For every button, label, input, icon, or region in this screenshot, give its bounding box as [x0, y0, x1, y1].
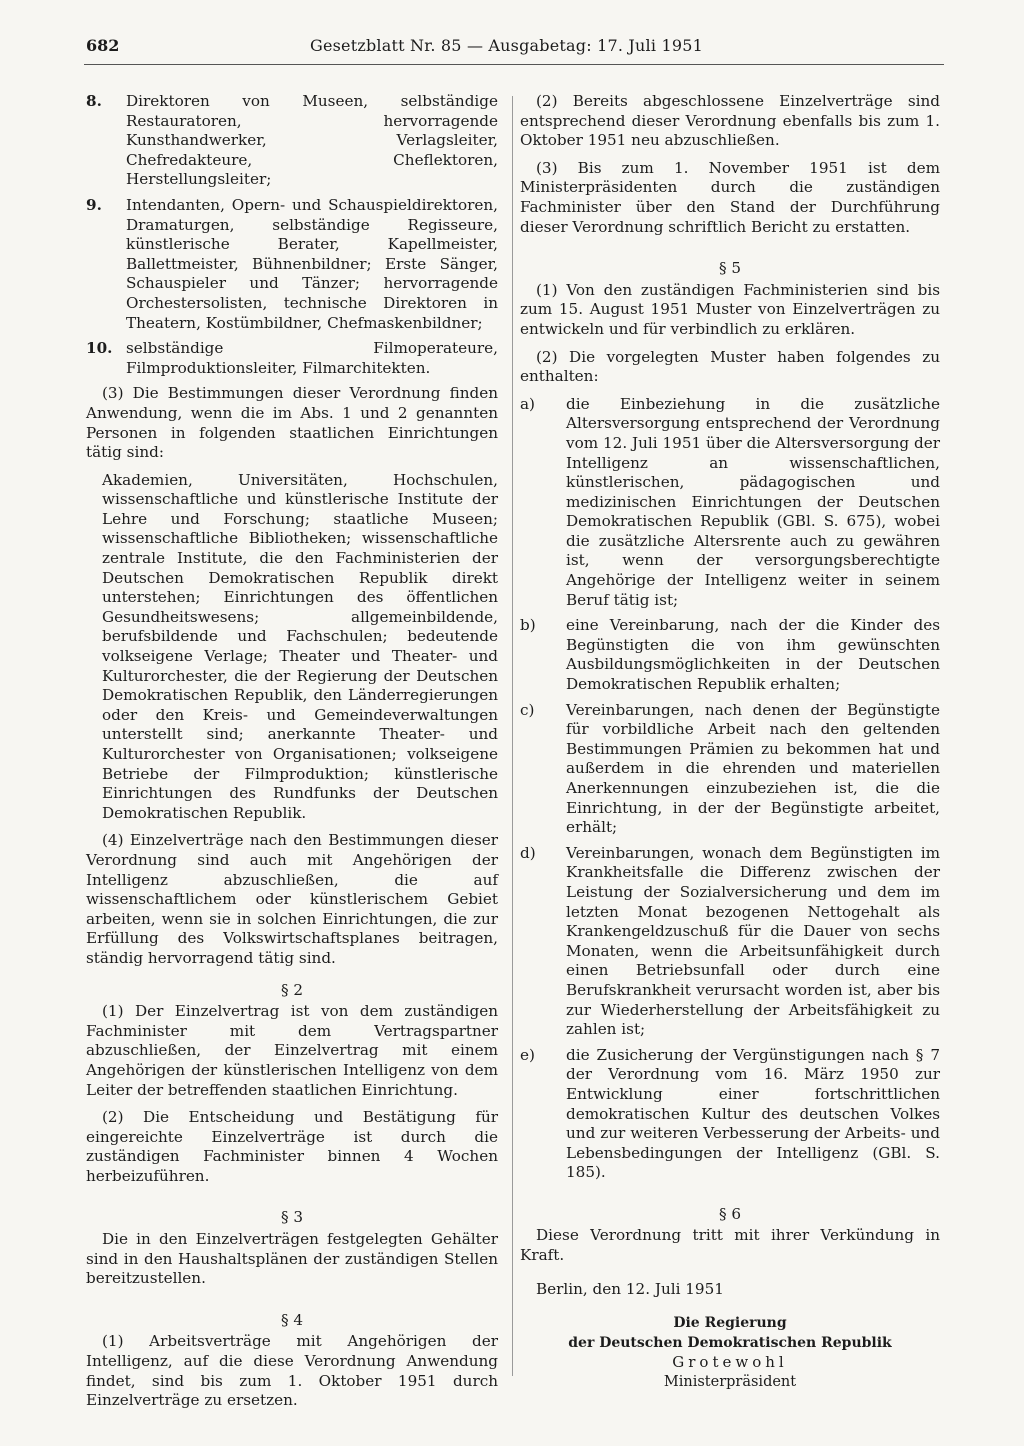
item-text: die Einbeziehung in die zusätzliche Altersversorgung entsprechend der Verordnung vom 12. Juli 1951 über die Altersversorgung der Intelligenz an wissenschaftlichen, künstlerischen, pädagogischen und medizinischen Einrichtungen der Deutschen Demokratischen Republik (GBl. S. 675), wobei die zusätzliche Altersrente auch zu gewähren ist, wenn der versorgungsberechtigte Angehörige der Intelligenz weiter in seinem Beruf tätig ist;	[566, 394, 940, 609]
item-number: 8.	[86, 92, 102, 110]
item-letter: e)	[520, 1045, 535, 1064]
signature-government-line-2: der Deutschen Demokratischen Republik	[568, 1335, 892, 1352]
item-text: die Zusicherung der Vergünstigungen nach § 7 der Verordnung vom 16. März 1950 zur Entwicklung einer fortschrittlichen demokratischen Kultur des deutschen Volkes und zur weiteren Verbesserung der Arbeits- und Lebensbedingungen der Intelligenz (GBl. S. 185).	[566, 1045, 940, 1182]
item-text: Vereinbarungen, nach denen der Begünstigte für vorbildliche Arbeit nach den geltenden Bestimmungen Prämien zu bekommen hat und außerdem in die ehrenden und materiellen Anerkennungen einzubeziehen ist, die die Einrichtung, in der der Begünstigte arbeitet, erhält;	[566, 700, 940, 837]
item-letter: a)	[520, 394, 535, 413]
paragraph-3: (3) Die Bestimmungen dieser Verordnung finden Anwendung, wenn die im Abs. 1 und 2 genannten Personen in folgenden staatlichen Einrichtungen tätig sind:	[86, 384, 498, 462]
signature-government-line-1: Die Regierung	[673, 1315, 787, 1332]
institutions-list: Akademien, Universitäten, Hochschulen, wissenschaftliche und künstlerische Institute der Lehre und Forschung; staatliche Museen; wissenschaftliche Bibliotheken; wissenschaftliche zentrale Institute, die den Fachministerien der Deutschen Demokratischen Republik direkt unterstehen; Einrichtungen des öffentlichen Gesundheitswesens; allgemeinbildende, berufsbildende und Fachschulen; bedeutende volkseigene Verlage; Theater und Theater- und Kulturorchester, die der Regierung der Deutschen Demokratischen Republik, den Länderregierungen oder den Kreis- und Gemeindeverwaltungen unterstellt sind; anerkannte Theater- und Kulturorchester von Organisationen; volkseigene Betriebe der Filmproduktion; künstlerische Einrichtungen des Rundfunks der Deutschen Demokratischen Republik.	[102, 470, 498, 822]
signatory-name: Grotewohl	[672, 1353, 788, 1372]
section-2-heading: § 2	[280, 980, 304, 999]
section-4-para-1: (1) Arbeitsverträge mit Angehörigen der Intelligenz, auf die diese Verordnung Anwendung findet, sind bis zum 1. Oktober 1951 durch Einzelverträge zu ersetzen.	[86, 1332, 498, 1410]
list-item	[520, 1046, 940, 1183]
section-4-heading: § 4	[280, 1310, 304, 1329]
item-letter: c)	[520, 700, 535, 719]
paragraph-4: (4) Einzelverträge nach den Bestimmungen dieser Verordnung sind auch mit Angehörigen der Intelligenz abzuschließen, die auf wissenschaftlichem oder künstlerischem Gebiet arbeiten, wenn sie in solchen Einrichtungen, die zur Erfüllung des Volkswirtschaftsplanes beitragen, ständig hervorragend tätig sind.	[86, 831, 498, 967]
section-2-para-2: (2) Die Entscheidung und Bestätigung für eingereichte Einzelverträge ist durch die zuständigen Fachminister binnen 4 Wochen herbeizuführen.	[86, 1108, 498, 1185]
header-title: Gesetzblatt Nr. 85 — Ausgabetag: 17. Juli 1951	[310, 36, 703, 55]
right-column	[520, 92, 940, 1392]
column-divider	[512, 96, 513, 1376]
list-item	[520, 844, 940, 1040]
section-3-para: Die in den Einzelverträgen festgelegten Gehälter sind in den Haushaltsplänen der zuständigen Stellen bereitzustellen.	[86, 1230, 498, 1288]
item-text: Intendanten, Opern- und Schauspieldirektoren, Dramaturgen, selbständige Regisseure, künstlerische Berater, Kapellmeister, Ballettmeister, Bühnenbildner; Erste Sänger, Schauspieler und Tänzer; hervorragende Orchestersolisten, technische Direktoren in Theatern, Kostümbildner, Chefmaskenbildner;	[126, 195, 498, 332]
section-4-para-3: (3) Bis zum 1. November 1951 ist dem Ministerpräsidenten durch die zuständigen Fachminister über den Stand der Durchführung dieser Verordnung schriftlich Bericht zu erstatten.	[520, 158, 940, 236]
left-column	[86, 92, 498, 1419]
item-text: Direktoren von Museen, selbständige Restauratoren, hervorragende Kunsthandwerker, Verlagsleiter, Chefredakteure, Cheflektoren, Herstellungsleiter;	[126, 92, 498, 189]
header-rule	[84, 64, 944, 65]
section-3-heading: § 3	[280, 1208, 304, 1227]
section-2-para-1: (1) Der Einzelvertrag ist von dem zuständigen Fachminister mit dem Vertragspartner abzuschließen, der Einzelvertrag mit einem Angehörigen der künstlerischen Intelligenz von dem Leiter der betreffenden staatlichen Einrichtung.	[86, 1002, 498, 1099]
item-text: selbständige Filmoperateure, Filmproduktionsleiter, Filmarchitekten.	[126, 339, 498, 377]
item-letter: d)	[520, 843, 536, 862]
list-item	[520, 701, 940, 838]
section-4-para-2: (2) Bereits abgeschlossene Einzelverträge sind entsprechend dieser Verordnung ebenfalls bis zum 1. Oktober 1951 neu abzuschließen.	[520, 92, 940, 150]
page-number: 682	[86, 36, 120, 55]
list-item	[520, 616, 940, 694]
section-5-heading: § 5	[718, 259, 742, 278]
section-5-para-2: (2) Die vorgelegten Muster haben folgendes zu enthalten:	[520, 347, 940, 386]
item-number: 9.	[86, 195, 102, 214]
place-date: Berlin, den 12. Juli 1951	[536, 1279, 724, 1298]
list-item	[86, 92, 498, 190]
list-item	[86, 339, 498, 378]
list-item	[520, 395, 940, 611]
section-6-para: Diese Verordnung tritt mit ihrer Verkündung in Kraft.	[520, 1226, 940, 1265]
item-number: 10.	[86, 339, 113, 358]
item-text: eine Vereinbarung, nach der die Kinder des Begünstigten die von ihm gewünschten Ausbildungsmöglichkeiten in der Deutschen Demokratischen Republik erhalten;	[566, 616, 940, 694]
signatory-role: Ministerpräsident	[663, 1373, 797, 1390]
page-header	[0, 36, 1024, 60]
item-letter: b)	[520, 616, 536, 635]
section-6-heading: § 6	[718, 1204, 742, 1223]
list-item	[86, 196, 498, 333]
item-text: Vereinbarungen, wonach dem Begünstigten im Krankheitsfalle die Differenz zwischen der Leistung der Sozialversicherung und dem im letzten Monat bezogenen Nettogehalt als Krankengeldzuschuß für die Dauer von sechs Monaten, wenn die Arbeitsunfähigkeit durch einen Betriebsunfall oder durch eine Berufskrankheit verursacht worden ist, aber bis zur Wiederherstellung der Arbeitsfähigkeit zu zahlen ist;	[566, 843, 940, 1039]
section-5-para-1: (1) Von den zuständigen Fachministerien sind bis zum 15. August 1951 Muster von Einzelverträgen zu entwickeln und für verbindlich zu erklären.	[520, 280, 940, 338]
